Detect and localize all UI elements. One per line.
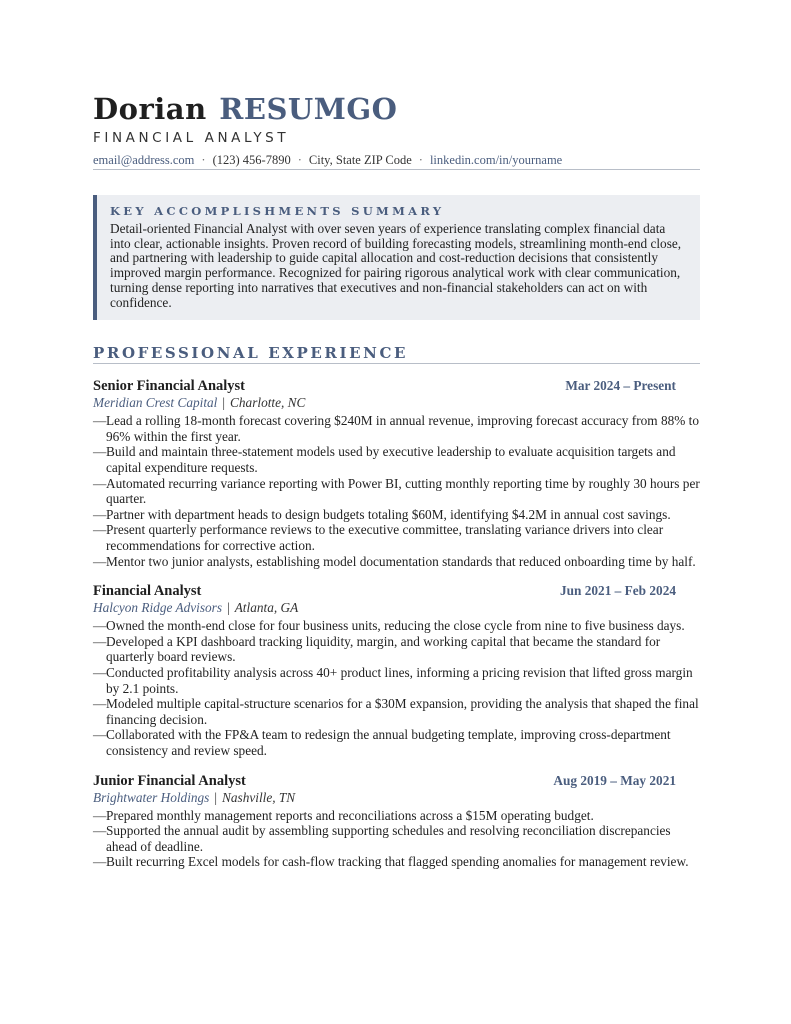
bullet-text: Partner with department heads to design budgets totaling $60M, identifying $4.2M in annual cost savings.: [106, 506, 671, 522]
bullet-item: [93, 727, 700, 758]
summary-box: [93, 195, 700, 320]
dash-bullet-icon: —: [93, 727, 107, 743]
job-location: Atlanta, GA: [234, 600, 299, 616]
dash-bullet-icon: —: [93, 633, 107, 649]
dash-bullet-icon: —: [93, 522, 107, 538]
bullet-item: [93, 618, 700, 634]
company-line: [93, 600, 700, 616]
dash-bullet-icon: —: [93, 854, 107, 870]
company-line: [93, 790, 700, 806]
bullet-text: Built recurring Excel models for cash-flow tracking that flagged spending anomalies for management review.: [106, 854, 689, 870]
company-name: Halcyon Ridge Advisors: [93, 600, 223, 616]
company-line: [93, 395, 700, 411]
bullet-item: [93, 854, 700, 870]
job-entry: [93, 583, 700, 758]
company-separator: |: [227, 600, 230, 616]
bullet-text: Owned the month-end close for four business units, reducing the close cycle from nine to five business days.: [106, 618, 685, 634]
email-link[interactable]: email@address.com: [93, 153, 195, 167]
bullet-item: [93, 507, 700, 523]
dash-bullet-icon: —: [93, 696, 107, 712]
bullet-item: [93, 522, 700, 553]
bullet-item: [93, 413, 700, 444]
job-header: [93, 378, 700, 395]
bullet-item: [93, 696, 700, 727]
location-text: City, State ZIP Code: [308, 153, 412, 167]
job-header: [93, 773, 700, 790]
dash-bullet-icon: —: [93, 413, 107, 429]
experience-heading: PROFESSIONAL EXPERIENCE: [93, 344, 700, 364]
job-entry: [93, 773, 700, 870]
bullet-text: Automated recurring variance reporting with Power BI, cutting monthly reporting time by roughly 30 hours per quarter.: [106, 475, 700, 507]
bullet-text: Developed a KPI dashboard tracking liquidity, margin, and working capital that became the standard for quarterly board reviews.: [106, 633, 661, 665]
job-title: Financial Analyst: [93, 583, 202, 600]
dash-bullet-icon: —: [93, 475, 107, 491]
company-name: Meridian Crest Capital: [93, 395, 218, 411]
bullet-text: Modeled multiple capital-structure scenarios for a $30M expansion, providing the analysis that shaped the final financing decision.: [106, 696, 699, 727]
dash-bullet-icon: —: [93, 664, 107, 680]
job-dates: Mar 2024 – Present: [565, 378, 676, 394]
dash-bullet-icon: —: [93, 618, 107, 634]
bullet-item: [93, 823, 700, 854]
company-separator: |: [214, 789, 218, 805]
bullet-text: Conducted profitability analysis across 40+ product lines, informing a pricing revision that lifted gross margin by 2.1 points.: [106, 664, 693, 696]
bullet-item: [93, 808, 700, 824]
dash-bullet-icon: —: [93, 444, 107, 460]
bullet-item: [93, 476, 700, 507]
job-dates: Aug 2019 – May 2021: [553, 772, 676, 788]
company-separator: |: [222, 395, 226, 411]
company-name: Brightwater Holdings: [93, 789, 210, 805]
phone-number: (123) 456-7890: [212, 153, 291, 167]
job-title: Senior Financial Analyst: [93, 378, 246, 395]
candidate-name: [93, 92, 700, 126]
bullet-text: Mentor two junior analysts, establishing model documentation standards that reduced onboarding time by half.: [106, 553, 696, 569]
contact-separator: ·: [201, 153, 206, 167]
bullet-item: [93, 554, 700, 570]
bullet-item: [93, 665, 700, 696]
bullet-item: [93, 444, 700, 475]
bullet-text: Supported the annual audit by assembling supporting schedules and resolving reconciliation discrepancies ahead of deadline.: [106, 823, 671, 854]
dash-bullet-icon: —: [93, 506, 107, 522]
dash-bullet-icon: —: [93, 553, 107, 569]
contact-separator: ·: [297, 153, 302, 167]
job-location: Charlotte, NC: [230, 395, 306, 411]
dash-bullet-icon: —: [93, 823, 107, 839]
job-bullets: [93, 413, 700, 569]
job-dates: Jun 2021 – Feb 2024: [560, 583, 676, 599]
bullet-text: Present quarterly performance reviews to the executive committee, translating variance drivers into clear recommendations for corrective action.: [106, 522, 664, 553]
resume-page: [93, 92, 700, 870]
bullet-text: Build and maintain three-statement models used by executive leadership to evaluate acquisition targets and capital expenditure requests.: [106, 444, 676, 475]
job-header: [93, 583, 700, 600]
job-bullets: [93, 618, 700, 758]
last-name: RESUMGO: [219, 92, 398, 126]
experience-list: [93, 378, 700, 870]
bullet-item: [93, 634, 700, 665]
bullet-text: Prepared monthly management reports and reconciliations across a $15M operating budget.: [106, 807, 594, 823]
first-name: Dorian: [93, 92, 207, 126]
linkedin-link[interactable]: linkedin.com/in/yourname: [429, 153, 563, 167]
bullet-text: Collaborated with the FP&A team to redesign the annual budgeting template, improving cross-department consistency and review speed.: [106, 727, 671, 758]
dash-bullet-icon: —: [93, 807, 107, 823]
summary-text: Detail-oriented Financial Analyst with over seven years of experience translating complex financial data into clear, actionable insights. Proven record of building forecasting models, streamlining month-end close, and partnering with leadership to guide capital allocation and cost-reduction decisions that consistently improved margin performance. Recognized for pairing rigorous analytical work with clear communication, turning dense reporting into narratives that executives and non-financial stakeholders can act on with confidence.: [110, 221, 682, 310]
summary-heading: KEY ACCOMPLISHMENTS SUMMARY: [110, 204, 445, 218]
job-title: Junior Financial Analyst: [93, 772, 246, 789]
bullet-text: Lead a rolling 18-month forecast covering $240M in annual revenue, improving forecast accuracy from 88% to 96% within the first year.: [106, 413, 699, 444]
contact-separator: ·: [418, 153, 423, 167]
contact-line: [93, 153, 700, 170]
job-location: Nashville, TN: [222, 789, 296, 805]
job-bullets: [93, 808, 700, 870]
job-entry: [93, 378, 700, 569]
job-title-header: FINANCIAL ANALYST: [93, 130, 290, 146]
